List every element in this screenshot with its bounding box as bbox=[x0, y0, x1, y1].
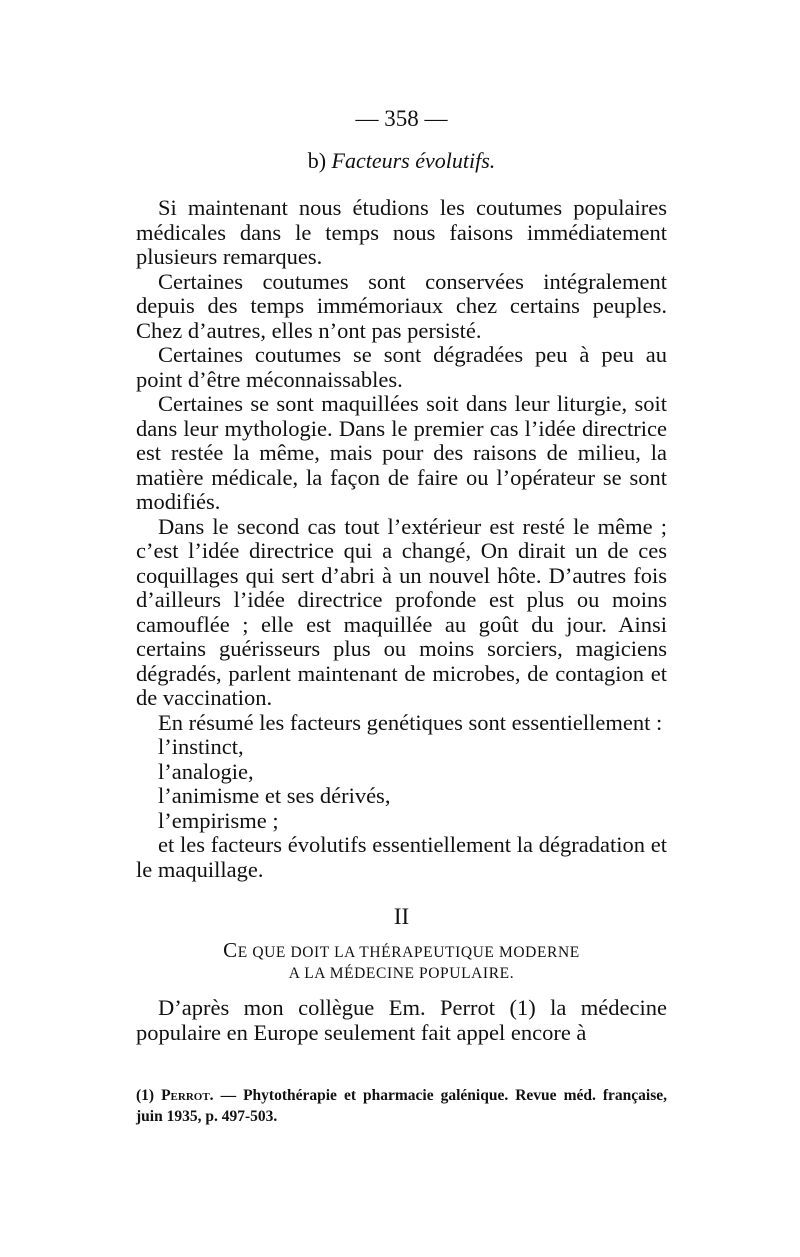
body-paragraph: En résumé les facteurs genétiques sont essentiellement : bbox=[158, 709, 663, 735]
footnote-author: Perrot. bbox=[161, 1087, 214, 1104]
page-number: — 358 — bbox=[355, 106, 448, 131]
body-paragraph: Certaines coutumes se sont dégradées peu à peu au point d’être méconnaissables. bbox=[136, 342, 667, 392]
closing-paragraph: et les facteurs évolutifs essentiellement la dégradation et le maquillage. bbox=[136, 832, 667, 882]
list-item: l’instinct, bbox=[158, 734, 244, 759]
footnote bbox=[136, 1085, 667, 1127]
subheading-label: b) bbox=[307, 148, 327, 173]
subheading bbox=[136, 146, 667, 176]
list-item: l’animisme et ses dérivés, bbox=[158, 783, 391, 808]
footnote-text: — Phytothérapie et pharmacie galénique. Revue méd. française, juin 1935, p. 497-503. bbox=[136, 1087, 668, 1125]
page-content bbox=[136, 104, 667, 1045]
footnote-marker: (1) bbox=[136, 1087, 155, 1104]
list-item: l’analogie, bbox=[158, 758, 254, 784]
section-numeral: II bbox=[393, 904, 410, 929]
subheading-title: Facteurs évolutifs. bbox=[331, 148, 496, 173]
section-title-line-1-rest: E QUE DOIT LA THÉRAPEUTIQUE MODERNE bbox=[237, 944, 580, 961]
body-paragraph: Dans le second cas tout l’extérieur est resté le même ; c’est l’idée directrice qui a changé, On dirait un de ces coquillages qui sert d’abri à un nouvel hôte. D’autres fois d’ailleurs l’idée directrice profonde est plus ou moins camouflée ; elle est maquillée au goût du jour. Ainsi certains guérisseurs plus ou moins sorciers, magiciens dégradés, parlent maintenant de microbes, de contagion et de vaccination. bbox=[136, 513, 667, 710]
body-paragraph: Si maintenant nous étudions les coutumes populaires médicales dans le temps nous faisons immédiatement plusieurs remarques. bbox=[136, 195, 667, 269]
section-title-line-1 bbox=[136, 940, 667, 963]
section-title bbox=[136, 940, 667, 984]
section-title-initial: C bbox=[223, 938, 238, 962]
list-item: l’empirisme ; bbox=[158, 807, 279, 833]
section-first-paragraph: D’après mon collègue Em. Perrot (1) la médecine populaire en Europe seulement fait appel encore à bbox=[136, 995, 667, 1045]
section-title-line-2: A LA MÉDECINE POPULAIRE. bbox=[288, 965, 515, 982]
body-paragraph: Certaines se sont maquillées soit dans leur liturgie, soit dans leur mythologie. Dans le premier cas l’idée directrice est restée la même, mais pour des raisons de milieu, la matière médicale, la façon de faire ou l’opérateur se sont modifiés. bbox=[136, 391, 667, 514]
body-paragraph: Certaines coutumes sont conservées intégralement depuis des temps immémoriaux chez certains peuples. Chez d’autres, elles n’ont pas persisté. bbox=[136, 268, 667, 343]
